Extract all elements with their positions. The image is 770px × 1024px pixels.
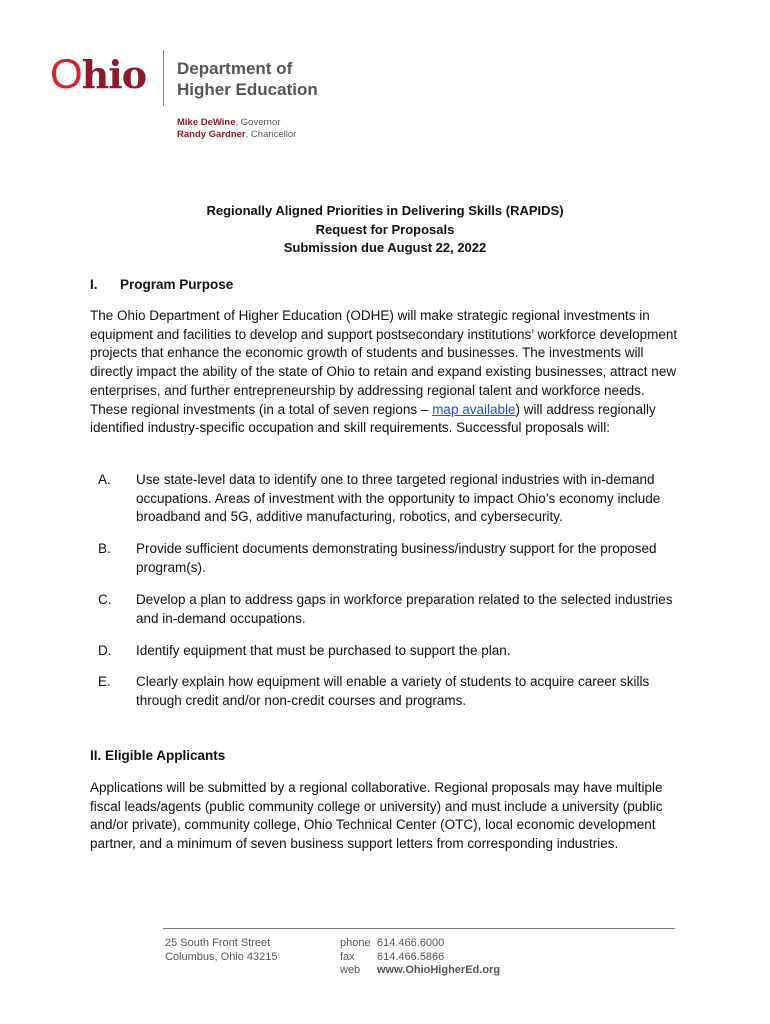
footer-address bbox=[165, 937, 278, 964]
governor-title: , Governor bbox=[235, 117, 281, 128]
officials bbox=[177, 117, 296, 141]
phone-label: phone bbox=[340, 937, 371, 949]
footer-rule bbox=[163, 928, 675, 929]
section2-paragraph: Applications will be submitted by a regional collaborative. Regional proposals may have multiple fiscal leads/agents (public community college or university) and must include a university (public and/or private), community college, Ohio Technical Center (OTC), local economic development partner, and a minimum of seven business support letters from corresponding industries. bbox=[90, 780, 663, 852]
section1-number: I. bbox=[90, 277, 98, 292]
ohio-logo: Ohio bbox=[50, 50, 147, 97]
address-line1: 25 South Front Street bbox=[165, 937, 271, 949]
list-letter: C. bbox=[98, 592, 112, 607]
list-text: Use state-level data to identify one to three targeted regional industries with in-demand occupations. Areas of investment with the opportunity to impact Ohio’s economy include broadband and 5G, additive manufacturing, robotics, and cybersecurity. bbox=[136, 472, 661, 525]
title-line3: Submission due August 22, 2022 bbox=[283, 240, 487, 255]
list-item bbox=[98, 471, 678, 527]
fax-label: fax bbox=[340, 950, 355, 963]
list-letter: E. bbox=[98, 674, 111, 689]
list-letter: D. bbox=[98, 643, 112, 658]
governor-name: Mike DeWine bbox=[177, 117, 236, 128]
department-line2: Higher Education bbox=[177, 80, 318, 99]
title-line2: Request for Proposals bbox=[315, 221, 455, 237]
para-text-end: ) will address regionally identified industry-specific occupation and skill requirements. Successful proposals will: bbox=[90, 401, 656, 436]
section2-number: II. bbox=[90, 748, 102, 763]
phone-number: 614.466.6000 bbox=[377, 937, 445, 949]
web-label: web bbox=[340, 964, 361, 976]
department-name bbox=[177, 58, 318, 100]
title-line1: Regionally Aligned Priorities in Delivering Skills (RAPIDS) bbox=[206, 203, 564, 218]
list-letter: A. bbox=[98, 472, 111, 487]
list-text: Provide sufficient documents demonstrating business/industry support for the proposed program(s). bbox=[136, 541, 657, 575]
footer-contact bbox=[340, 937, 500, 978]
map-available-link[interactable]: map available bbox=[432, 401, 516, 417]
list-letter: B. bbox=[98, 541, 111, 556]
chancellor-name: Randy Gardner bbox=[177, 129, 246, 140]
list-text: Develop a plan to address gaps in workforce preparation related to the selected industries and in-demand occupations. bbox=[136, 592, 673, 626]
list-item bbox=[98, 540, 678, 577]
list-text: Identify equipment that must be purchased to support the plan. bbox=[136, 643, 511, 658]
list-text: Clearly explain how equipment will enable a variety of students to acquire career skills through credit and/or non-credit courses and programs. bbox=[136, 674, 650, 708]
section2-title: Eligible Applicants bbox=[105, 748, 226, 763]
section1-heading bbox=[90, 277, 233, 292]
section1-title: Program Purpose bbox=[120, 277, 234, 292]
website-link[interactable]: www.OhioHigherEd.org bbox=[377, 964, 501, 976]
list-item bbox=[98, 642, 678, 661]
list-item bbox=[98, 673, 678, 710]
department-line1: Department of bbox=[177, 59, 293, 78]
chancellor-title: , Chancellor bbox=[245, 129, 297, 140]
document-title bbox=[0, 202, 770, 258]
list-item bbox=[98, 591, 678, 628]
address-line2: Columbus, Ohio 43215 bbox=[165, 950, 278, 963]
section2-heading bbox=[90, 748, 225, 763]
logo-divider bbox=[163, 50, 164, 106]
fax-number: 614.466.5866 bbox=[377, 950, 445, 963]
section1-paragraph bbox=[90, 307, 680, 438]
para-text: The Ohio Department of Higher Education (ODHE) will make strategic regional investments in equipment and facilities to develop and support postsecondary institutions’ workforce development projects that enhance the economic growth of students and businesses. The investments will directly impact the ability of the state of Ohio to retain and expand existing businesses, attract new enterprises, and further entrepreneurship by addressing regional talent and workforce needs. These regional investments (in a total of seven regions – bbox=[90, 308, 678, 417]
